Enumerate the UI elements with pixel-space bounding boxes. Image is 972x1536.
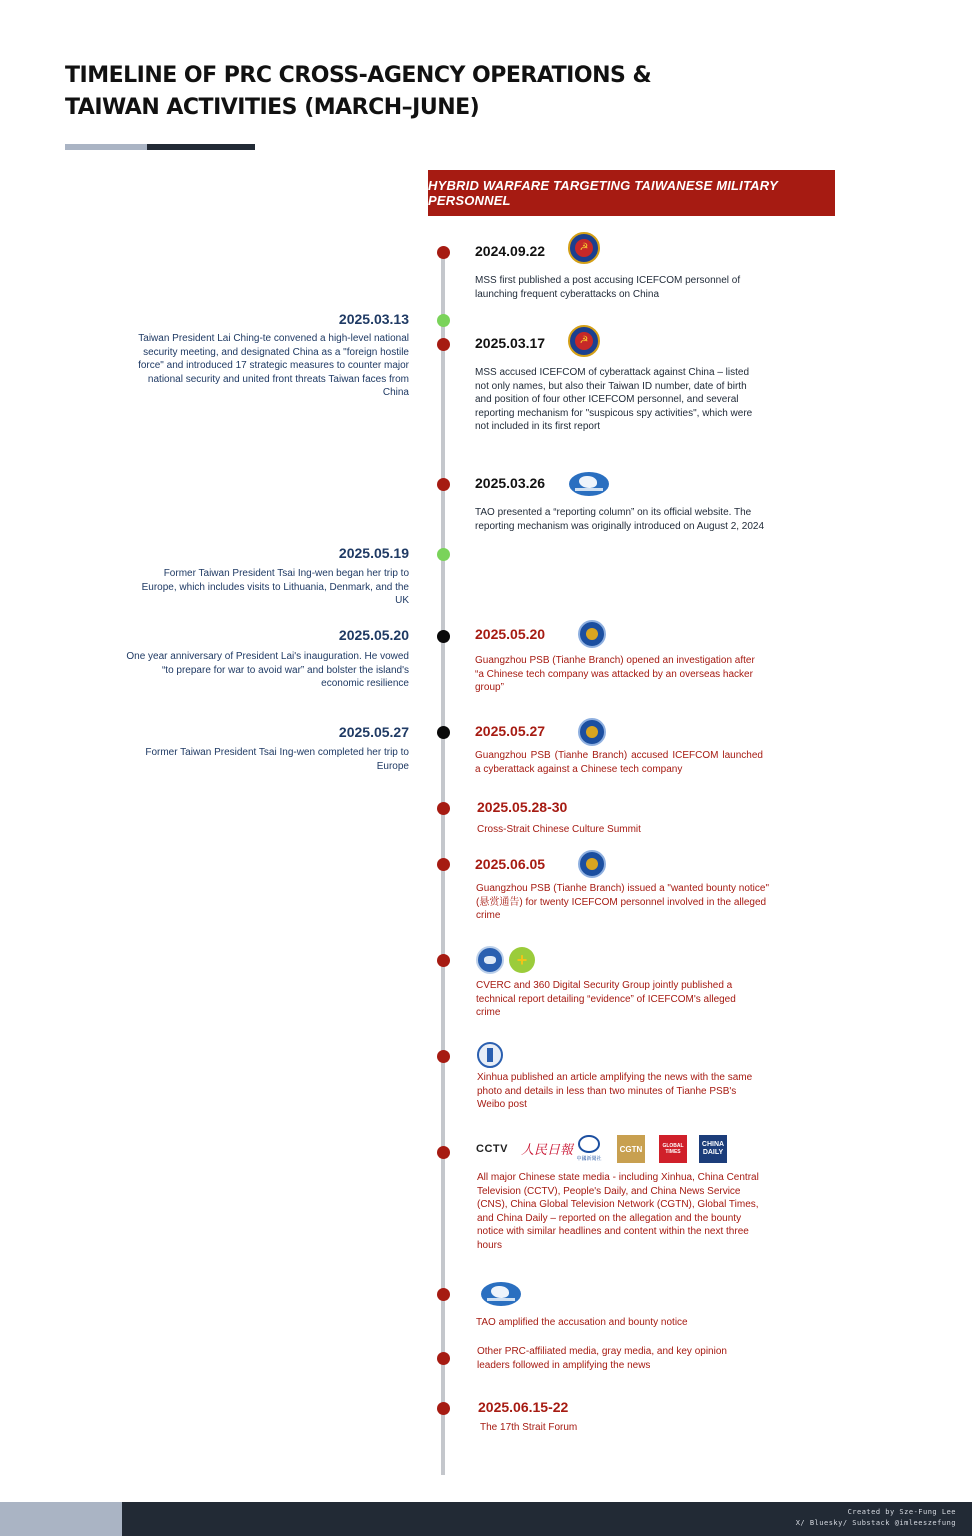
prc-event-text: CVERC and 360 Digital Security Group jointly published a technical report detailing “evidence” of ICEFCOM's alleged crime — [476, 980, 736, 1019]
timeline-dot — [437, 858, 450, 871]
cns-logo — [574, 1135, 604, 1165]
global-times-logo: GLOBAL TIMES — [659, 1135, 687, 1163]
prc-event-text: All major Chinese state media - including Xinhua, China Central Television (CCTV), People's Daily, and China News Service (CNS), China Global Television Network (CGTN), Global Times, and China Daily – reported on the allegation and the bounty notice with similar headlines and content within the next three hours — [477, 1172, 759, 1251]
timeline-dot — [437, 1050, 450, 1063]
prc-event-text: The 17th Strait Forum — [480, 1422, 578, 1433]
cgtn-logo: CGTN — [617, 1135, 645, 1163]
360-security-logo-icon: + — [509, 947, 535, 973]
timeline-dot — [437, 954, 450, 967]
taiwan-event-date: 2025.05.19 — [338, 545, 409, 561]
timeline-dot — [437, 478, 450, 491]
section-banner: HYBRID WARFARE TARGETING TAIWANESE MILITARY PERSONNEL — [428, 170, 835, 216]
prc-event-date: 2025.03.17 — [475, 335, 546, 351]
prc-event-date: 2025.05.20 — [475, 626, 546, 642]
prc-event-date: 2025.06.05 — [475, 856, 546, 872]
china-daily-logo: CHINA DAILY — [699, 1135, 727, 1163]
prc-event-text: Cross-Strait Chinese Culture Summit — [477, 824, 641, 835]
globe-icon — [578, 1135, 600, 1153]
page-title — [65, 60, 705, 124]
timeline-dot — [437, 802, 450, 815]
tao-logo-icon — [481, 1282, 521, 1306]
prc-event-date: 2025.06.15-22 — [478, 1399, 569, 1415]
cverc-logo-icon — [476, 946, 504, 974]
peoples-daily-logo: 人民日報 — [521, 1143, 574, 1158]
taiwan-event-text: Former Taiwan President Tsai Ing-wen completed her trip to Europe — [145, 747, 409, 772]
footer-credit-handles: X/ Bluesky/ Substack @imleeszefung — [795, 1519, 956, 1527]
title-line-1: TIMELINE OF PRC CROSS-AGENCY OPERATIONS & — [65, 63, 652, 88]
taiwan-event-text: Taiwan President Lai Ching-te convened a high-level national security meeting, and designated China as a "foreign hostile force" and introduced 17 strategic measures to counter major national security and united front threats Taiwan faces from China — [138, 333, 409, 399]
police-badge-icon — [578, 620, 606, 648]
timeline-dot — [437, 338, 450, 351]
timeline-dot — [437, 1146, 450, 1159]
prc-event-date: 2024.09.22 — [475, 243, 546, 259]
cns-logo-text: 中國新聞社 — [576, 1156, 602, 1162]
timeline-dot — [437, 1352, 450, 1365]
taiwan-event-date: 2025.05.20 — [338, 627, 409, 643]
timeline-dot — [437, 1288, 450, 1301]
prc-event-date: 2025.05.28-30 — [477, 799, 568, 815]
prc-event-date: 2025.03.26 — [475, 475, 546, 491]
taiwan-event-date: 2025.03.13 — [338, 311, 409, 327]
taiwan-event-text: Former Taiwan President Tsai Ing-wen began her trip to Europe, which includes visits to Lithuania, Denmark, and the UK — [141, 568, 409, 607]
prc-event-text: Guangzhou PSB (Tianhe Branch) issued a "wanted bounty notice" (悬赏通告) for twenty ICEFCOM personnel involved in the alleged crime — [476, 883, 770, 922]
title-underline-dark — [147, 144, 255, 150]
footer-credit-author: Created by Sze-Fung Lee — [847, 1508, 956, 1516]
timeline-dot-shared — [437, 630, 450, 643]
title-underline-light — [65, 144, 147, 150]
footer — [122, 1502, 972, 1536]
timeline-dot-taiwan — [437, 548, 450, 561]
timeline-dot-shared — [437, 726, 450, 739]
xinhua-logo-icon — [477, 1042, 503, 1068]
prc-event-text: MSS accused ICEFCOM of cyberattack against China – listed not only names, but also their Taiwan ID number, date of birth and position of four other ICEFCOM personnel, and several reporting mechanism for "suspicous spy activities", which were not included in its first report — [475, 367, 753, 433]
prc-event-text: Guangzhou PSB (Tianhe Branch) accused ICEFCOM launched a cyberattack against a Chinese tech company — [475, 750, 763, 775]
prc-event-date: 2025.05.27 — [475, 723, 546, 739]
police-badge-icon — [578, 850, 606, 878]
title-line-2: TAIWAN ACTIVITIES (MARCH–JUNE) — [65, 95, 480, 120]
police-badge-icon — [578, 718, 606, 746]
taiwan-event-text: One year anniversary of President Lai's inauguration. He vowed “to prepare for war to avoid war” and bolster the island's economic resilience — [126, 651, 409, 690]
cctv-logo: CCTV — [476, 1143, 508, 1155]
footer-accent — [0, 1502, 122, 1536]
timeline-dot-taiwan — [437, 314, 450, 327]
prc-event-text: TAO amplified the accusation and bounty notice — [476, 1317, 688, 1328]
prc-event-text: Guangzhou PSB (Tianhe Branch) opened an investigation after “a Chinese tech company was attacked by an overseas hacker group” — [475, 655, 755, 694]
prc-event-text: TAO presented a “reporting column” on its official website. The reporting mechanism was originally introduced on August 2, 2024 — [475, 507, 765, 532]
prc-event-text: Other PRC-affiliated media, gray media, and key opinion leaders followed in amplifying the news — [477, 1346, 727, 1371]
timeline-dot — [437, 246, 450, 259]
prc-event-text: Xinhua published an article amplifying the news with the same photo and details in less than two minutes of Tianhe PSB's Weibo post — [477, 1072, 753, 1111]
prc-event-text: MSS first published a post accusing ICEFCOM personnel of launching frequent cyberattacks on China — [475, 275, 741, 300]
mss-emblem-icon: ☭ — [568, 232, 600, 264]
tao-logo-icon — [569, 472, 609, 496]
timeline-dot — [437, 1402, 450, 1415]
taiwan-event-date: 2025.05.27 — [338, 724, 409, 740]
mss-emblem-icon: ☭ — [568, 325, 600, 357]
